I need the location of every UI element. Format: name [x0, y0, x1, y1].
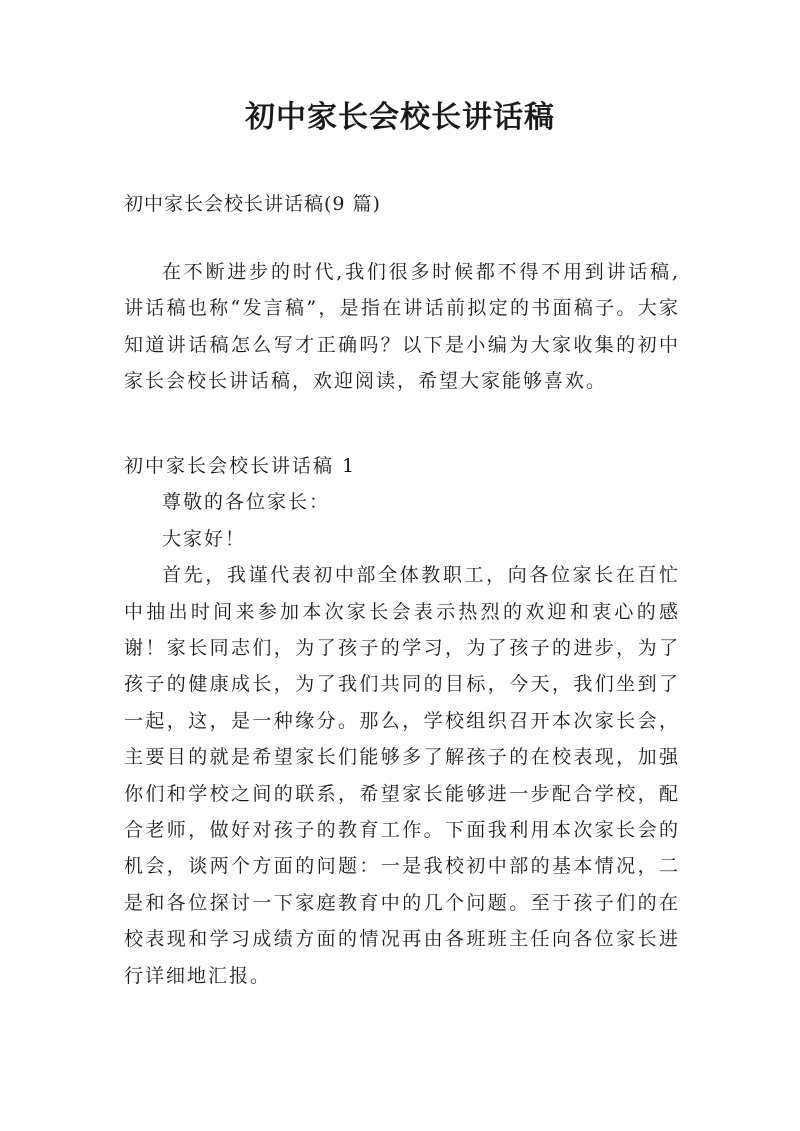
intro-block — [124, 254, 680, 400]
document-title: 初中家长会校长讲话稿 — [245, 100, 555, 135]
section-heading: 初中家长会校长讲话稿 1 — [124, 455, 357, 477]
greeting: 大家好！ — [162, 527, 247, 550]
salutation: 尊敬的各位家长： — [162, 491, 331, 514]
body-paragraph: 首先，我谨代表初中部全体教职工，向各位家长在百忙中抽出时间来参加本次家长会表示热烈的欢迎和衷心的感谢！家长同志们，为了孩子的学习，为了孩子的进步，为了孩子的健康成长，为了我们共同的目标，今天，我们坐到了一起，这，是一种缘分。那么，学校组织召开本次家长会，主要目的就是希望家长们能够多了解孩子的在校表现，加强你们和学校之间的联系，希望家长能够进一步配合学校，配合老师，做好对孩子的教育工作。下面我利用本次家长会的机会，谈两个方面的问题：一是我校初中部的基本情况，二是和各位探讨一下家庭教育中的几个问题。至于孩子们的在校表现和学习成绩方面的情况再由各班班主任向各位家长进行详细地汇报。 — [124, 564, 680, 987]
intro-paragraph: 在不断进步的时代,我们很多时候都不得不用到讲话稿,讲话稿也称“发言稿”，是指在讲话前拟定的书面稿子。大家知道讲话稿怎么写才正确吗？以下是小编为大家收集的初中家长会校长讲话稿，欢迎阅读，希望大家能够喜欢。 — [124, 261, 680, 393]
document-subtitle: 初中家长会校长讲话稿(9 篇) — [124, 193, 381, 215]
speech-section — [124, 448, 680, 994]
